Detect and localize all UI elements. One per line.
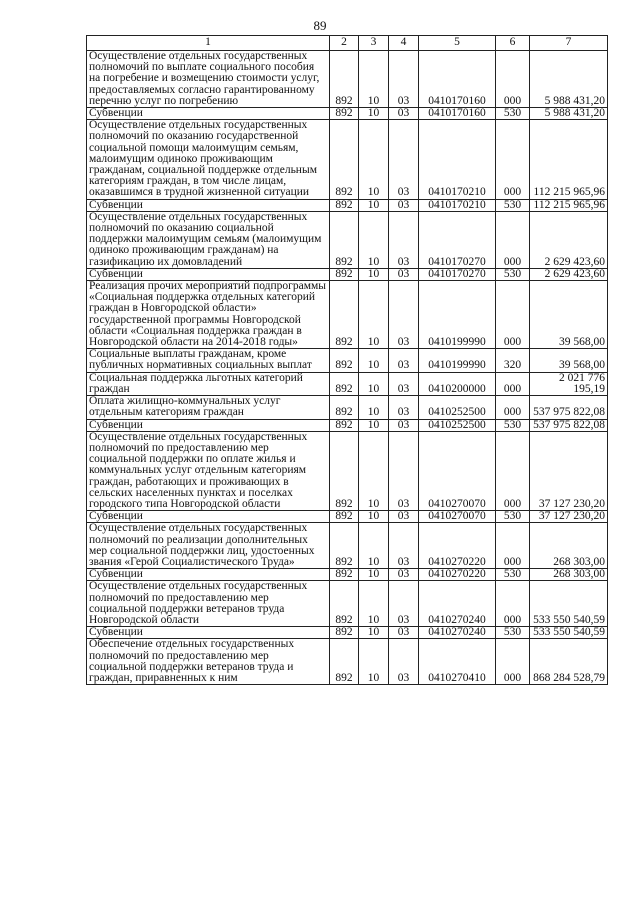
row-section-code: 10 [359, 569, 389, 581]
row-subsection-code: 03 [389, 51, 419, 108]
header-col-5: 5 [419, 36, 496, 51]
row-section-code: 10 [359, 108, 389, 120]
table-row [87, 268, 608, 280]
row-name: Осуществление отдельных государственных полномочий по предоставлению мер социальной поддержки ветеранов труда Новгородской области [87, 581, 330, 627]
row-section-code: 10 [359, 199, 389, 211]
row-amount: 37 127 230,20 [530, 511, 608, 523]
row-amount: 537 975 822,08 [530, 396, 608, 419]
row-ministry-code: 892 [330, 120, 359, 199]
row-section-code: 10 [359, 349, 389, 372]
row-section-code: 10 [359, 419, 389, 431]
row-section-code: 10 [359, 581, 389, 627]
row-target-code: 0410200000 [419, 372, 496, 395]
table-row [87, 211, 608, 268]
row-name: Оплата жилищно-коммунальных услуг отдельным категориям граждан [87, 396, 330, 419]
row-subsection-code: 03 [389, 281, 419, 349]
table-row [87, 199, 608, 211]
row-target-code: 0410170210 [419, 120, 496, 199]
budget-table [86, 35, 608, 685]
row-ministry-code: 892 [330, 419, 359, 431]
row-name: Осуществление отдельных государственных полномочий по оказанию государственной социальной помощи малоимущим семьям, малоимущим одиноко проживающим гражданам, социальной поддержке отдельным категориям граждан, в том числе лицам, оказавшимся в трудной жизненной ситуации [87, 120, 330, 199]
row-expense-type-code: 530 [496, 569, 530, 581]
table-row [87, 581, 608, 627]
page-number: 89 [313, 18, 327, 33]
row-amount: 868 284 528,79 [530, 639, 608, 685]
table-row [87, 108, 608, 120]
row-expense-type-code: 530 [496, 627, 530, 639]
table-row [87, 120, 608, 199]
row-amount: 112 215 965,96 [530, 120, 608, 199]
row-target-code: 0410170270 [419, 268, 496, 280]
row-target-code: 0410252500 [419, 396, 496, 419]
row-expense-type-code: 000 [496, 396, 530, 419]
row-subsection-code: 03 [389, 199, 419, 211]
table-row [87, 639, 608, 685]
table-row [87, 419, 608, 431]
row-target-code: 0410199990 [419, 349, 496, 372]
row-target-code: 0410170160 [419, 108, 496, 120]
row-subsection-code: 03 [389, 569, 419, 581]
row-name: Субвенции [87, 511, 330, 523]
row-target-code: 0410270220 [419, 523, 496, 569]
row-target-code: 0410270220 [419, 569, 496, 581]
table-row [87, 431, 608, 510]
row-section-code: 10 [359, 523, 389, 569]
row-expense-type-code: 000 [496, 372, 530, 395]
row-ministry-code: 892 [330, 199, 359, 211]
row-amount: 112 215 965,96 [530, 199, 608, 211]
row-expense-type-code: 000 [496, 120, 530, 199]
row-subsection-code: 03 [389, 268, 419, 280]
row-name: Осуществление отдельных государственных полномочий по оказанию социальной поддержки малоимущим семьям (малоимущим одиноко проживающим гражданам) на газификацию их домовладений [87, 211, 330, 268]
row-expense-type-code: 530 [496, 511, 530, 523]
row-section-code: 10 [359, 511, 389, 523]
table-row [87, 396, 608, 419]
row-section-code: 10 [359, 372, 389, 395]
table-row [87, 372, 608, 395]
row-expense-type-code: 000 [496, 639, 530, 685]
table-row [87, 281, 608, 349]
row-expense-type-code: 320 [496, 349, 530, 372]
row-subsection-code: 03 [389, 581, 419, 627]
row-amount: 2 021 776 195,19 [530, 372, 608, 395]
row-subsection-code: 03 [389, 372, 419, 395]
row-ministry-code: 892 [330, 581, 359, 627]
row-name: Субвенции [87, 268, 330, 280]
row-subsection-code: 03 [389, 419, 419, 431]
row-name: Социальные выплаты гражданам, кроме публичных нормативных социальных выплат [87, 349, 330, 372]
row-target-code: 0410270070 [419, 511, 496, 523]
row-target-code: 0410170270 [419, 211, 496, 268]
row-amount: 39 568,00 [530, 281, 608, 349]
row-subsection-code: 03 [389, 396, 419, 419]
row-ministry-code: 892 [330, 268, 359, 280]
row-amount: 533 550 540,59 [530, 627, 608, 639]
row-amount: 268 303,00 [530, 523, 608, 569]
row-section-code: 10 [359, 120, 389, 199]
row-amount: 39 568,00 [530, 349, 608, 372]
row-expense-type-code: 000 [496, 211, 530, 268]
row-target-code: 0410170160 [419, 51, 496, 108]
table-row [87, 349, 608, 372]
row-ministry-code: 892 [330, 211, 359, 268]
row-amount: 5 988 431,20 [530, 108, 608, 120]
row-amount: 537 975 822,08 [530, 419, 608, 431]
row-name: Осуществление отдельных государственных полномочий по предоставлению мер социальной поддержки по оплате жилья и коммунальных услуг отдельным категориям граждан, работающих и проживающих в сельских населенных пунктах и поселках городского типа Новгородской области [87, 431, 330, 510]
row-ministry-code: 892 [330, 569, 359, 581]
row-expense-type-code: 000 [496, 51, 530, 108]
row-ministry-code: 892 [330, 396, 359, 419]
row-expense-type-code: 000 [496, 523, 530, 569]
row-section-code: 10 [359, 627, 389, 639]
row-name: Субвенции [87, 569, 330, 581]
row-section-code: 10 [359, 211, 389, 268]
row-subsection-code: 03 [389, 523, 419, 569]
row-section-code: 10 [359, 639, 389, 685]
row-subsection-code: 03 [389, 120, 419, 199]
row-name: Осуществление отдельных государственных полномочий по выплате социального пособия на погребение и возмещению стоимости услуг, предоставляемых согласно гарантированному перечню услуг по погребению [87, 51, 330, 108]
row-ministry-code: 892 [330, 639, 359, 685]
row-subsection-code: 03 [389, 108, 419, 120]
row-amount: 2 629 423,60 [530, 211, 608, 268]
row-target-code: 0410199990 [419, 281, 496, 349]
header-col-6: 6 [496, 36, 530, 51]
header-col-7: 7 [530, 36, 608, 51]
row-target-code: 0410270070 [419, 431, 496, 510]
table-row [87, 627, 608, 639]
row-subsection-code: 03 [389, 211, 419, 268]
row-ministry-code: 892 [330, 627, 359, 639]
row-subsection-code: 03 [389, 349, 419, 372]
row-ministry-code: 892 [330, 281, 359, 349]
row-expense-type-code: 530 [496, 108, 530, 120]
row-name: Осуществление отдельных государственных полномочий по реализации дополнительных мер социальной поддержки лиц, удостоенных звания «Герой Социалистического Труда» [87, 523, 330, 569]
header-col-4: 4 [389, 36, 419, 51]
header-col-3: 3 [359, 36, 389, 51]
row-amount: 37 127 230,20 [530, 431, 608, 510]
table-row [87, 523, 608, 569]
row-ministry-code: 892 [330, 431, 359, 510]
row-ministry-code: 892 [330, 108, 359, 120]
row-amount: 2 629 423,60 [530, 268, 608, 280]
row-amount: 533 550 540,59 [530, 581, 608, 627]
row-ministry-code: 892 [330, 523, 359, 569]
table-row [87, 51, 608, 108]
row-name: Субвенции [87, 199, 330, 211]
row-subsection-code: 03 [389, 639, 419, 685]
row-target-code: 0410270410 [419, 639, 496, 685]
row-ministry-code: 892 [330, 511, 359, 523]
row-target-code: 0410170210 [419, 199, 496, 211]
row-subsection-code: 03 [389, 511, 419, 523]
row-name: Социальная поддержка льготных категорий граждан [87, 372, 330, 395]
row-section-code: 10 [359, 268, 389, 280]
row-name: Реализация прочих мероприятий подпрограммы «Социальная поддержка отдельных категорий граждан в Новгородской области» государственной программы Новгородской области «Социальная поддержка граждан в Новгородской области на 2014-2018 годы» [87, 281, 330, 349]
row-subsection-code: 03 [389, 431, 419, 510]
row-target-code: 0410252500 [419, 419, 496, 431]
row-expense-type-code: 000 [496, 431, 530, 510]
row-amount: 268 303,00 [530, 569, 608, 581]
row-name: Субвенции [87, 627, 330, 639]
table-row [87, 569, 608, 581]
row-subsection-code: 03 [389, 627, 419, 639]
row-ministry-code: 892 [330, 372, 359, 395]
row-expense-type-code: 000 [496, 581, 530, 627]
row-section-code: 10 [359, 51, 389, 108]
table-row [87, 511, 608, 523]
row-ministry-code: 892 [330, 349, 359, 372]
row-amount: 5 988 431,20 [530, 51, 608, 108]
row-target-code: 0410270240 [419, 581, 496, 627]
header-col-1: 1 [87, 36, 330, 51]
row-section-code: 10 [359, 396, 389, 419]
row-section-code: 10 [359, 431, 389, 510]
row-expense-type-code: 530 [496, 268, 530, 280]
row-ministry-code: 892 [330, 51, 359, 108]
header-col-2: 2 [330, 36, 359, 51]
row-expense-type-code: 530 [496, 419, 530, 431]
row-target-code: 0410270240 [419, 627, 496, 639]
row-name: Субвенции [87, 419, 330, 431]
table-body [87, 51, 608, 685]
row-expense-type-code: 000 [496, 281, 530, 349]
row-name: Обеспечение отдельных государственных полномочий по предоставлению мер социальной поддержки ветеранов труда и граждан, приравненных к ним [87, 639, 330, 685]
row-section-code: 10 [359, 281, 389, 349]
row-name: Субвенции [87, 108, 330, 120]
row-expense-type-code: 530 [496, 199, 530, 211]
table-header-row [87, 36, 608, 51]
